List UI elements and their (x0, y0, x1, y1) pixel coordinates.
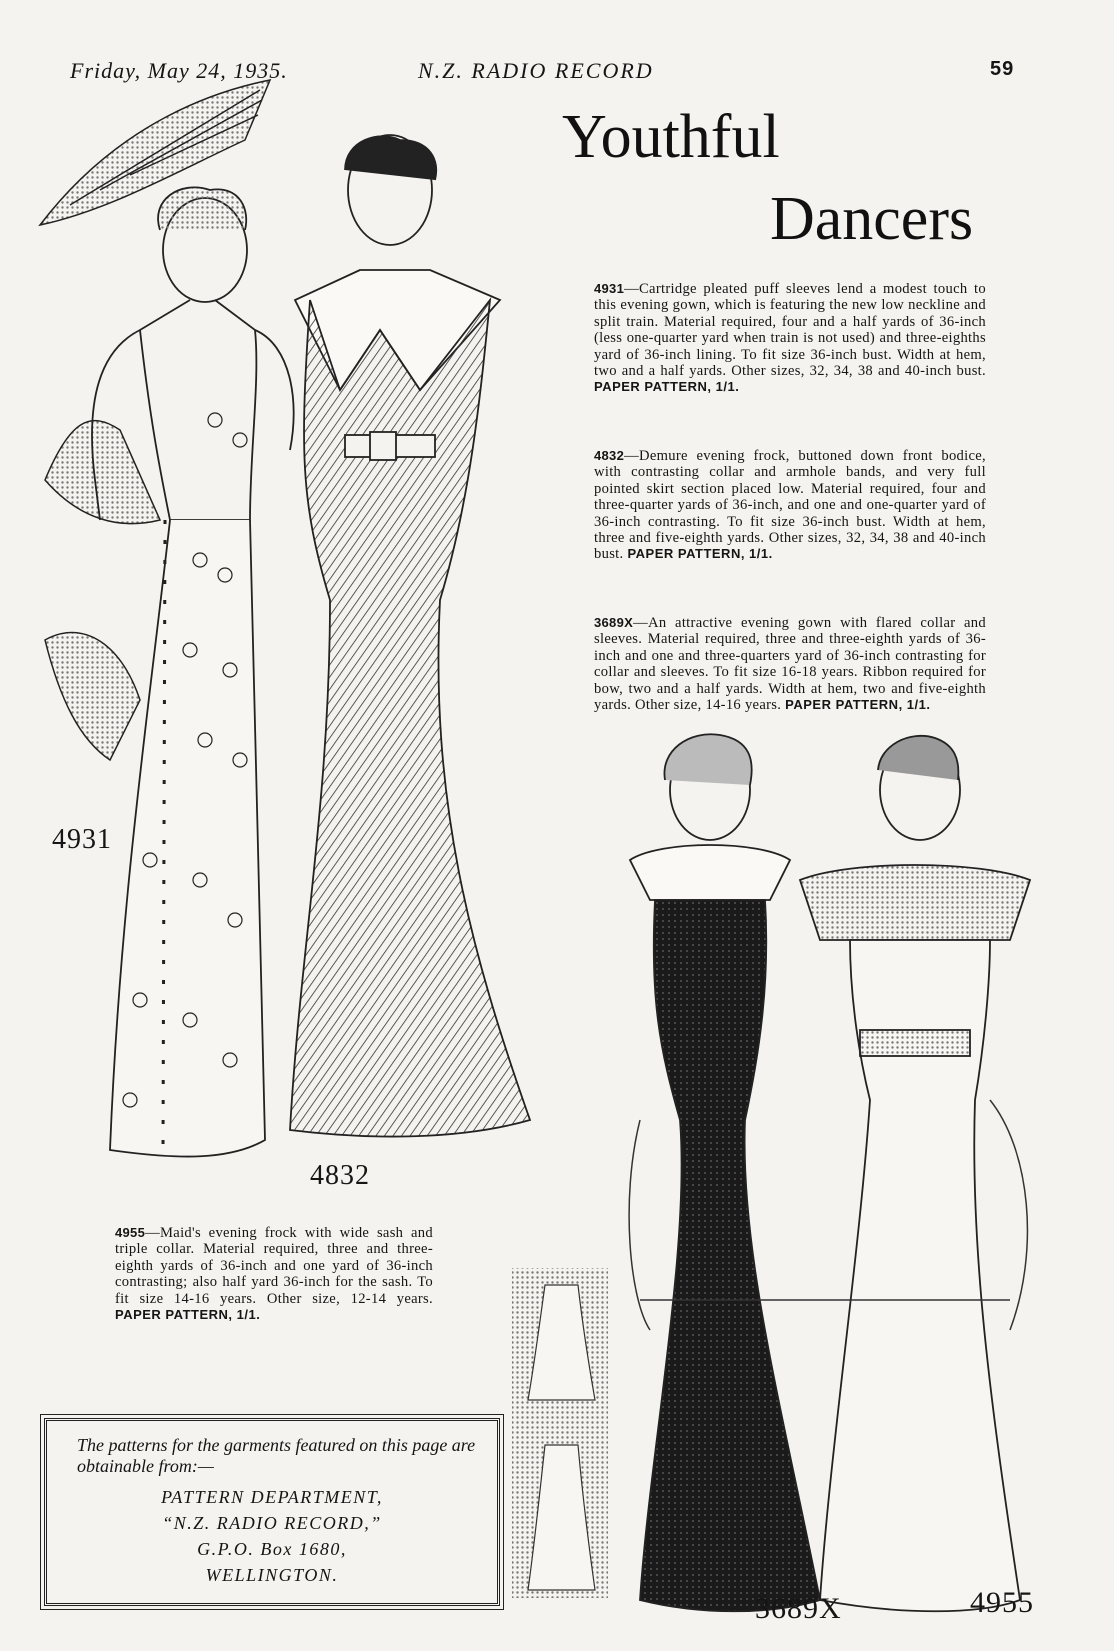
figure-4832-drawing (290, 135, 530, 1137)
publication-name: N.Z. RADIO RECORD (418, 58, 654, 83)
figure-label-4931: 4931 (52, 824, 112, 855)
pattern-text: —Maid's evening frock with wide sash and triple collar. Material required, three and three-eighth yards of 36-inch and one yard of 36-inch contrasting; also half yard 36-inch for the sash. To fit size 14-16 years. Other size, 12-14 years. (115, 1225, 433, 1307)
pattern-code: 3689X (594, 615, 634, 630)
pattern-price: PAPER PATTERN, 1/1. (115, 1307, 261, 1323)
pattern-code: 4955 (115, 1225, 146, 1240)
pattern-text: —Cartridge pleated puff sleeves lend a modest touch to this evening gown, which is featuring the new low neckline and split train. Material required, four and a half yards of 36-inch (less one-quarter yard when train is not used) and three-eighths yard of 36-inch lining. To fit size 36-inch bust. Width at hem, two and a half yards. Other sizes, 32, 34, 38 and 40-inch bust. (594, 281, 986, 380)
pattern-code: 4931 (594, 281, 625, 296)
pattern-text: —An attractive evening gown with flared collar and sleeves. Material required, three and three-eighth yards of 36-inch and one and three-quarters yard of 36-inch contrasting for collar and sleeves. To fit size 16-18 years. Ribbon required for bow, two and a half yards. Width at hem, two and five-eighth yards. Other size, 14-16 years. (594, 615, 986, 714)
pattern-description-4955 (115, 1225, 433, 1323)
figure-3689x-drawing (630, 734, 820, 1611)
page-title-line-1: Youthful (562, 103, 780, 171)
pattern-price: PAPER PATTERN, 1/1. (785, 697, 931, 713)
figure-label-4832: 4832 (310, 1160, 370, 1191)
page-number: 59 (990, 58, 1015, 80)
pattern-description-3689x (594, 615, 986, 713)
pattern-code: 4832 (594, 448, 625, 463)
figure-label-3689x: 3689X (755, 1592, 842, 1625)
notice-publication: “N.Z. RADIO RECORD,” (162, 1513, 382, 1533)
notice-po-box: G.P.O. Box 1680, (197, 1539, 347, 1559)
page-title-line-2: Dancers (770, 185, 974, 253)
pattern-description-4832 (594, 448, 986, 563)
notice-intro: The patterns for the garments featured on this page are obtainable from:— (77, 1435, 476, 1476)
notice-department: PATTERN DEPARTMENT, (161, 1487, 383, 1507)
notice-city: WELLINGTON. (205, 1565, 339, 1585)
issue-date: Friday, May 24, 1935. (70, 58, 288, 83)
pattern-text: —Demure evening frock, buttoned down front bodice, with contrasting collar and armhole bands, and very full pointed skirt section placed low. Material required, four and three-quarter yards of 36-inch, and one and one-quarter yard of 36-inch contrasting. To fit size 36-inch bust. Width at hem, three and five-eighth yards. Other sizes, 32, 34, 38 and 40-inch bust. (594, 448, 986, 563)
pattern-description-4931 (594, 281, 986, 396)
pattern-price: PAPER PATTERN, 1/1. (594, 379, 740, 395)
ordering-notice-box (44, 1418, 500, 1606)
pattern-price: PAPER PATTERN, 1/1. (627, 546, 773, 562)
figure-4955-drawing (800, 736, 1030, 1611)
inset-sketches (512, 1268, 608, 1598)
figure-label-4955: 4955 (970, 1586, 1034, 1619)
